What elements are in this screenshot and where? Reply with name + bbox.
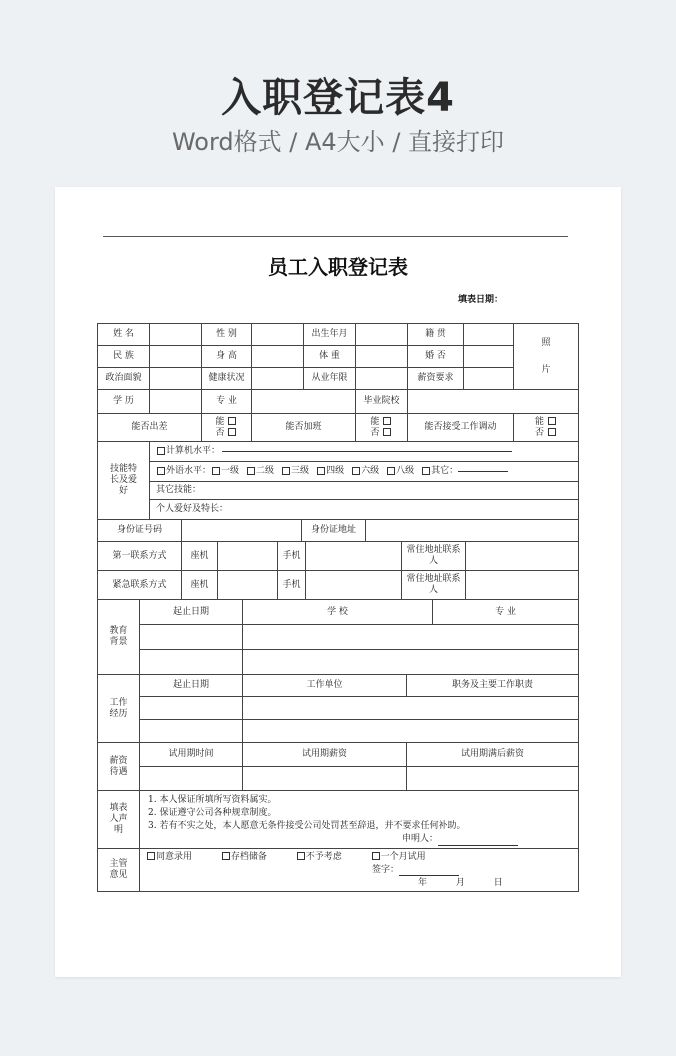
label-education: 学 历: [98, 390, 150, 414]
manager-options: [146, 852, 578, 865]
field-landline-1[interactable]: [218, 542, 278, 571]
overtime-no-checkbox[interactable]: [383, 428, 391, 436]
label-years: 从业年限: [304, 368, 356, 390]
work-period-header: 起止日期: [140, 675, 243, 697]
manager-date: [146, 878, 578, 891]
level1-label: 一级: [221, 466, 240, 476]
edu-major-header: 专 业: [433, 600, 579, 625]
language-level-label: 外语水平：: [166, 466, 212, 476]
trial-pay-header: 试用期薪资: [243, 743, 407, 767]
work-row-1-period[interactable]: [140, 697, 243, 720]
field-name[interactable]: [150, 324, 202, 346]
field-birth[interactable]: [356, 324, 408, 346]
trial-label: 一个月试用: [380, 852, 426, 862]
edu-period-header: 起止日期: [140, 600, 243, 625]
label-political: 政治面貌: [98, 368, 150, 390]
label-marital: 婚 否: [408, 346, 464, 368]
computer-level-row[interactable]: [150, 442, 579, 462]
field-address-contact-1[interactable]: [466, 542, 579, 571]
field-id-no[interactable]: [182, 520, 302, 542]
after-pay-header: 试用期满后薪资: [407, 743, 579, 767]
computer-checkbox[interactable]: [157, 447, 165, 455]
label-first-contact: 第一联系方式: [98, 542, 182, 571]
declarant-label: 申明人：: [401, 833, 438, 844]
trip-options[interactable]: [202, 414, 252, 442]
field-salary-req[interactable]: [464, 368, 514, 390]
level8-checkbox[interactable]: [387, 467, 395, 475]
overtime-yes-checkbox[interactable]: [383, 417, 391, 425]
field-mobile-1[interactable]: [306, 542, 402, 571]
document-sheet: [55, 187, 621, 977]
label-id-addr: 身份证地址: [302, 520, 366, 542]
photo-label-1: 照: [541, 337, 551, 348]
reject-label: 不予考虑: [305, 852, 342, 862]
hobby-label: 个人爱好及特长：: [156, 504, 229, 514]
photo-label-2: 片: [541, 364, 551, 375]
field-years[interactable]: [356, 368, 408, 390]
field-political[interactable]: [150, 368, 202, 390]
field-ethnicity[interactable]: [150, 346, 202, 368]
form-title: 员工入职登记表: [268, 255, 408, 279]
field-after-pay[interactable]: [407, 767, 579, 791]
trip-yes-checkbox[interactable]: [228, 417, 236, 425]
trip-no-label: 否: [215, 427, 225, 438]
trial-checkbox[interactable]: [372, 852, 380, 860]
label-work: 工作经历: [98, 675, 140, 743]
label-transfer: 能否接受工作调动: [408, 414, 514, 442]
registration-table: [97, 323, 579, 892]
year-label: 年: [418, 878, 428, 888]
label-birth: 出生年月: [304, 324, 356, 346]
language-checkbox[interactable]: [157, 467, 165, 475]
level2-label: 二级: [256, 466, 275, 476]
hire-checkbox[interactable]: [147, 852, 155, 860]
day-label: 日: [493, 878, 503, 888]
field-gender[interactable]: [252, 324, 304, 346]
transfer-yes-checkbox[interactable]: [548, 417, 556, 425]
label-health: 健康状况: [202, 368, 252, 390]
fill-date-label: 填表日期：: [458, 295, 504, 305]
work-duty-header: 职务及主要工作职责: [407, 675, 579, 697]
declarant-line[interactable]: [438, 845, 518, 846]
label-address-contact-1: 常住地址联系人: [402, 542, 466, 571]
field-landline-2[interactable]: [218, 571, 278, 600]
label-native: 籍 贯: [408, 324, 464, 346]
field-address-contact-2[interactable]: [466, 571, 579, 600]
other-level-checkbox[interactable]: [422, 467, 430, 475]
edu-school-header: 学 校: [243, 600, 433, 625]
header-rule: [103, 236, 568, 237]
reserve-checkbox[interactable]: [222, 852, 230, 860]
work-row-1-detail[interactable]: [243, 697, 579, 720]
computer-level-label: 计算机水平：: [166, 446, 221, 456]
label-major: 专 业: [202, 390, 252, 414]
transfer-yes-label: 能: [535, 416, 545, 427]
manager-sign-label: 签字：: [372, 865, 400, 875]
field-major[interactable]: [252, 390, 356, 414]
field-trial-time[interactable]: [140, 767, 243, 791]
label-trip: 能否出差: [98, 414, 202, 442]
label-overtime: 能否加班: [252, 414, 356, 442]
label-manager: 主管意见: [98, 849, 140, 892]
other-level-line[interactable]: [458, 471, 508, 472]
edu-row-2-detail[interactable]: [243, 650, 579, 675]
label-mobile-1: 手机: [278, 542, 306, 571]
level1-checkbox[interactable]: [212, 467, 220, 475]
month-label: 月: [455, 878, 465, 888]
manager-sign: [146, 865, 578, 878]
overtime-yes-label: 能: [370, 416, 380, 427]
label-gender: 性 别: [202, 324, 252, 346]
label-school: 毕业院校: [356, 390, 408, 414]
label-weight: 体 重: [304, 346, 356, 368]
declaration-item-3: 3. 若有不实之处，本人愿意无条件接受公司处罚甚至辞退，并不要求任何补助。: [148, 820, 466, 831]
level8-label: 八级: [396, 466, 415, 476]
other-skills-label: 其它技能：: [156, 485, 202, 495]
label-address-contact-2: 常住地址联系人: [402, 571, 466, 600]
label-landline-1: 座机: [182, 542, 218, 571]
field-id-addr[interactable]: [366, 520, 579, 542]
manager-opinion: [140, 849, 579, 892]
transfer-options[interactable]: [514, 414, 579, 442]
level6-checkbox[interactable]: [352, 467, 360, 475]
label-salary: 薪资待遇: [98, 743, 140, 791]
label-ethnicity: 民 族: [98, 346, 150, 368]
level2-checkbox[interactable]: [247, 467, 255, 475]
field-mobile-2[interactable]: [306, 571, 402, 600]
label-landline-2: 座机: [182, 571, 218, 600]
field-education[interactable]: [150, 390, 202, 414]
computer-level-line[interactable]: [222, 451, 512, 452]
field-trial-pay[interactable]: [243, 767, 407, 791]
transfer-no-label: 否: [535, 427, 545, 438]
work-company-header: 工作单位: [243, 675, 407, 697]
declaration-item-2: 2. 保证遵守公司各种规章制度。: [148, 807, 277, 818]
level3-label: 三级: [291, 466, 310, 476]
edu-row-2-period[interactable]: [140, 650, 243, 675]
hero-title: 入职登记表4: [221, 75, 455, 121]
trip-no-checkbox[interactable]: [228, 428, 236, 436]
reserve-label: 存档储备: [230, 852, 267, 862]
work-row-2-period[interactable]: [140, 720, 243, 743]
trip-yes-label: 能: [215, 416, 225, 427]
level3-checkbox[interactable]: [282, 467, 290, 475]
language-level-row: [150, 462, 579, 482]
field-height[interactable]: [252, 346, 304, 368]
trial-time-header: 试用期时间: [140, 743, 243, 767]
label-height: 身 高: [202, 346, 252, 368]
declaration-text: [140, 791, 579, 849]
hire-label: 同意录用: [156, 852, 193, 862]
field-marital[interactable]: [464, 346, 514, 368]
hero-subtitle: Word格式 / A4大小 / 直接打印: [171, 128, 505, 156]
label-name: 姓 名: [98, 324, 150, 346]
photo-box[interactable]: [514, 324, 579, 390]
transfer-no-checkbox[interactable]: [548, 428, 556, 436]
manager-sign-line[interactable]: [399, 875, 459, 876]
hobby-row[interactable]: [150, 500, 579, 520]
label-emergency-contact: 紧急联系方式: [98, 571, 182, 600]
field-native[interactable]: [464, 324, 514, 346]
label-mobile-2: 手机: [278, 571, 306, 600]
label-id-no: 身份证号码: [98, 520, 182, 542]
level4-label: 四级: [326, 466, 345, 476]
level6-label: 六级: [361, 466, 380, 476]
label-declaration: 填表人声明: [98, 791, 140, 849]
field-health[interactable]: [252, 368, 304, 390]
reject-checkbox[interactable]: [297, 852, 305, 860]
other-skills-row[interactable]: [150, 482, 579, 500]
declarant-signature: [402, 833, 518, 846]
label-edu: 教育背景: [98, 600, 140, 675]
declaration-item-1: 1. 本人保证所填所写资料属实。: [148, 794, 277, 805]
label-skills: 技能特长及爱好: [98, 442, 150, 520]
other-level-label: 其它：: [431, 466, 459, 476]
field-school[interactable]: [408, 390, 579, 414]
overtime-options[interactable]: [356, 414, 408, 442]
level4-checkbox[interactable]: [317, 467, 325, 475]
overtime-no-label: 否: [370, 427, 380, 438]
edu-row-1-period[interactable]: [140, 625, 243, 650]
edu-row-1-detail[interactable]: [243, 625, 579, 650]
field-weight[interactable]: [356, 346, 408, 368]
work-row-2-detail[interactable]: [243, 720, 579, 743]
label-salary-req: 薪资要求: [408, 368, 464, 390]
